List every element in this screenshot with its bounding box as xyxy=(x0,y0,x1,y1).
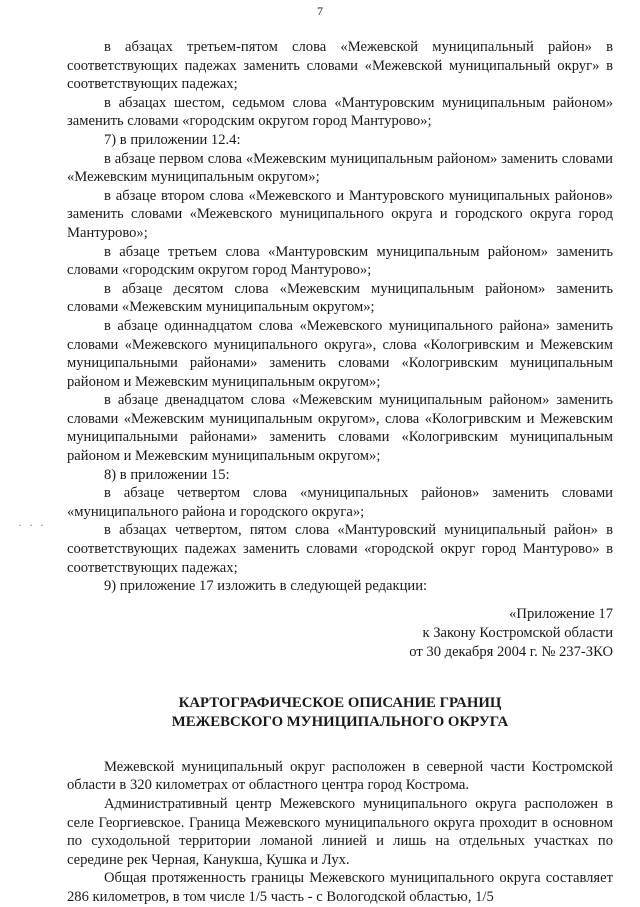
amendment-paragraph: в абзаце четвертом слова «муниципальных районов» заменить словами «муниципального района и городского округа»; xyxy=(67,485,613,520)
amendment-paragraph: в абзаце одиннадцатом слова «Межевского муниципального района» заменить словами «Межевского муниципального округа», слова «Кологривским и Межевским муниципальными районами» заменить словами «Кологривским муниципальным районом и Межевским муниципальным округом»; xyxy=(67,317,613,390)
appendix-header xyxy=(67,605,613,662)
amendment-paragraph: в абзаце десятом слова «Межевским муниципальным районом» заменить словами «Межевским муниципальным округом»; xyxy=(67,280,613,316)
amendment-paragraph: в абзаце втором слова «Межевского и Мантуровского муниципальных районов» заменить словами «Межевского муниципального округа и городского округа город Мантурово»; xyxy=(67,187,613,241)
section-title-line: КАРТОГРАФИЧЕСКОЕ ОПИСАНИЕ ГРАНИЦ xyxy=(178,694,502,711)
amendment-item-heading: 8) в приложении 15: xyxy=(104,466,230,483)
amendment-paragraph: в абзацах третьем-пятом слова «Межевской муниципальный район» в соответствующих падежах заменить словами «Межевской муниципальный округ» в соответствующих падежах; xyxy=(67,39,613,93)
description-paragraph: Административный центр Межевского муниципального округа расположен в селе Георгиевское. Граница Межевского муниципального округа проходит в основном по суходольной территории ломаной линией и лишь на отдельных участках по середине рек Черная, Канукша, Кушка и Лух. xyxy=(67,796,613,868)
amendment-paragraph: в абзаце первом слова «Межевским муниципальным районом» заменить словами «Межевским муниципальным округом»; xyxy=(67,150,613,186)
appendix-label: «Приложение 17 xyxy=(509,605,613,622)
appendix-law-date: от 30 декабря 2004 г. № 237-ЗКО xyxy=(409,643,613,660)
page-number: 7 xyxy=(317,4,323,18)
appendix-law-reference: к Закону Костромской области xyxy=(422,624,613,641)
scan-artifact: · · · xyxy=(18,518,46,532)
description-paragraph: Общая протяженность границы Межевского муниципального округа составляет 286 километров, в том числе 1/5 часть - с Вологодской областью, 1/5 xyxy=(67,870,613,905)
amendment-item-heading: 7) в приложении 12.4: xyxy=(104,131,241,148)
section-title-line: МЕЖЕВСКОГО МУНИЦИПАЛЬНОГО ОКРУГА xyxy=(171,713,509,730)
amendment-item-heading: 9) приложение 17 изложить в следующей редакции: xyxy=(104,578,428,595)
amendment-paragraph: в абзацах четвертом, пятом слова «Мантуровский муниципальный район» в соответствующих падежах заменить словами «городской округ город Мантурово» в соответствующих падежах; xyxy=(67,522,613,576)
amendment-paragraph: в абзацах шестом, седьмом слова «Мантуровским муниципальным районом» заменить словами «городским округом город Мантурово»; xyxy=(67,94,613,130)
amendment-paragraph: в абзаце двенадцатом слова «Межевским муниципальным районом» заменить словами «Межевским муниципальным округом», слова «Кологривским и Межевским муниципальными районами» заменить словами «Кологривским муниципальным районом и Межевским муниципальным округом»; xyxy=(67,392,613,465)
document-body xyxy=(67,38,613,907)
amendment-paragraph: в абзаце третьем слова «Мантуровским муниципальным районом» заменить словами «городским округом город Мантурово»; xyxy=(67,243,613,279)
section-title xyxy=(67,694,613,732)
description-paragraph: Межевской муниципальный округ расположен в северной части Костромской области в 320 километрах от областного центра город Кострома. xyxy=(67,758,613,794)
